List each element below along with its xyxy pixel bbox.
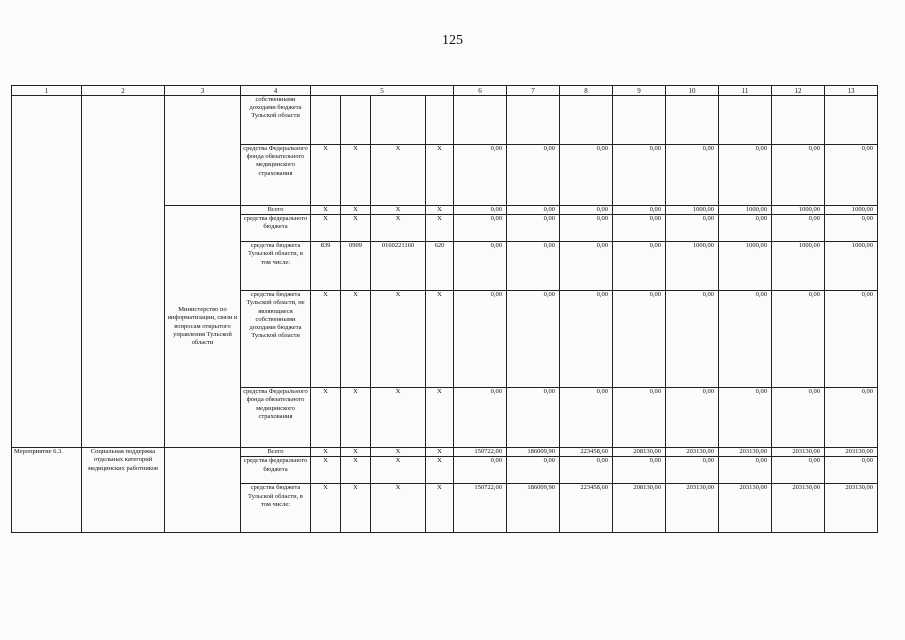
amount-cell: 208130,00 bbox=[613, 484, 666, 533]
amount-cell: 0,00 bbox=[507, 457, 560, 484]
amount-cell: 186009,90 bbox=[507, 484, 560, 533]
column-header: 12 bbox=[772, 86, 825, 96]
x-mark: X bbox=[341, 291, 371, 388]
source-label: Всего bbox=[241, 206, 311, 215]
amount-cell: 0,00 bbox=[772, 388, 825, 448]
amount-cell: 0,00 bbox=[560, 291, 613, 388]
amount-cell: 1000,00 bbox=[772, 242, 825, 291]
x-mark: X bbox=[341, 145, 371, 206]
empty-cell bbox=[772, 96, 825, 145]
amount-cell: 186009,90 bbox=[507, 448, 560, 457]
column-header: 2 bbox=[82, 86, 165, 96]
x-mark: X bbox=[311, 215, 341, 242]
amount-cell: 0,00 bbox=[454, 291, 507, 388]
empty-cell bbox=[12, 96, 82, 448]
source-label: собственными доходами бюджета Тульской области bbox=[241, 96, 311, 145]
x-mark: X bbox=[426, 206, 454, 215]
funding-table bbox=[11, 85, 878, 533]
amount-cell: 0,00 bbox=[507, 215, 560, 242]
amount-cell: 0,00 bbox=[825, 457, 878, 484]
code-cell: 620 bbox=[426, 242, 454, 291]
column-header: 9 bbox=[613, 86, 666, 96]
x-mark: X bbox=[371, 206, 426, 215]
amount-cell: 0,00 bbox=[560, 388, 613, 448]
amount-cell: 1000,00 bbox=[666, 242, 719, 291]
column-header: 5 bbox=[311, 86, 454, 96]
amount-cell: 0,00 bbox=[560, 457, 613, 484]
amount-cell: 150722,00 bbox=[454, 484, 507, 533]
amount-cell: 0,00 bbox=[454, 388, 507, 448]
empty-cell bbox=[613, 96, 666, 145]
amount-cell: 203130,00 bbox=[719, 484, 772, 533]
source-label: Всего bbox=[241, 448, 311, 457]
amount-cell: 208130,00 bbox=[613, 448, 666, 457]
amount-cell: 0,00 bbox=[772, 457, 825, 484]
x-mark: X bbox=[311, 388, 341, 448]
amount-cell: 0,00 bbox=[613, 145, 666, 206]
source-label: средства Федерального фонда обязательного медицинского страхования bbox=[241, 145, 311, 206]
empty-cell bbox=[454, 96, 507, 145]
empty-cell bbox=[165, 448, 241, 533]
amount-cell: 0,00 bbox=[507, 291, 560, 388]
x-mark: X bbox=[426, 484, 454, 533]
amount-cell: 0,00 bbox=[825, 291, 878, 388]
x-mark: X bbox=[341, 448, 371, 457]
x-mark: X bbox=[426, 457, 454, 484]
x-mark: X bbox=[341, 457, 371, 484]
executor-label: Министерство по информатизации, связи и вопросам открытого управления Тульской области bbox=[165, 206, 241, 448]
amount-cell: 0,00 bbox=[666, 145, 719, 206]
amount-cell: 0,00 bbox=[719, 388, 772, 448]
amount-cell: 1000,00 bbox=[666, 206, 719, 215]
amount-cell: 0,00 bbox=[454, 242, 507, 291]
amount-cell: 203130,00 bbox=[666, 484, 719, 533]
x-mark: X bbox=[311, 291, 341, 388]
amount-cell: 203130,00 bbox=[719, 448, 772, 457]
x-mark: X bbox=[426, 388, 454, 448]
amount-cell: 0,00 bbox=[613, 215, 666, 242]
column-header: 3 bbox=[165, 86, 241, 96]
table-row bbox=[12, 448, 878, 457]
code-cell: 0160221160 bbox=[371, 242, 426, 291]
source-label: средства Федерального фонда обязательного медицинского страхования bbox=[241, 388, 311, 448]
empty-cell bbox=[371, 96, 426, 145]
amount-cell: 0,00 bbox=[454, 215, 507, 242]
x-mark: X bbox=[341, 215, 371, 242]
empty-cell bbox=[507, 96, 560, 145]
amount-cell: 0,00 bbox=[613, 242, 666, 291]
amount-cell: 0,00 bbox=[507, 145, 560, 206]
amount-cell: 150722,00 bbox=[454, 448, 507, 457]
header-row bbox=[12, 86, 878, 96]
x-mark: X bbox=[426, 291, 454, 388]
amount-cell: 0,00 bbox=[825, 145, 878, 206]
amount-cell: 0,00 bbox=[560, 206, 613, 215]
table-row bbox=[12, 96, 878, 145]
amount-cell: 0,00 bbox=[613, 206, 666, 215]
amount-cell: 0,00 bbox=[772, 215, 825, 242]
amount-cell: 0,00 bbox=[507, 206, 560, 215]
x-mark: X bbox=[371, 457, 426, 484]
amount-cell: 0,00 bbox=[454, 206, 507, 215]
event-code: Мероприятие 6.3. bbox=[12, 448, 82, 533]
amount-cell: 1000,00 bbox=[719, 206, 772, 215]
page-number: 125 bbox=[442, 33, 463, 48]
amount-cell: 0,00 bbox=[719, 457, 772, 484]
empty-cell bbox=[719, 96, 772, 145]
column-header: 10 bbox=[666, 86, 719, 96]
amount-cell: 223458,60 bbox=[560, 448, 613, 457]
code-cell: 0909 bbox=[341, 242, 371, 291]
amount-cell: 203130,00 bbox=[825, 484, 878, 533]
column-header: 8 bbox=[560, 86, 613, 96]
amount-cell: 0,00 bbox=[560, 145, 613, 206]
column-header: 13 bbox=[825, 86, 878, 96]
amount-cell: 0,00 bbox=[613, 457, 666, 484]
amount-cell: 203130,00 bbox=[772, 484, 825, 533]
amount-cell: 1000,00 bbox=[825, 206, 878, 215]
empty-cell bbox=[560, 96, 613, 145]
amount-cell: 0,00 bbox=[666, 215, 719, 242]
amount-cell: 0,00 bbox=[772, 145, 825, 206]
amount-cell: 0,00 bbox=[560, 242, 613, 291]
source-label: средства бюджета Тульской области, в том числе: bbox=[241, 242, 311, 291]
empty-cell bbox=[165, 96, 241, 206]
code-cell: 839 bbox=[311, 242, 341, 291]
amount-cell: 0,00 bbox=[825, 388, 878, 448]
amount-cell: 203130,00 bbox=[825, 448, 878, 457]
amount-cell: 1000,00 bbox=[825, 242, 878, 291]
amount-cell: 0,00 bbox=[560, 215, 613, 242]
x-mark: X bbox=[426, 145, 454, 206]
column-header: 7 bbox=[507, 86, 560, 96]
amount-cell: 203130,00 bbox=[666, 448, 719, 457]
source-label: средства федерального бюджета bbox=[241, 457, 311, 484]
empty-cell bbox=[426, 96, 454, 145]
x-mark: X bbox=[341, 206, 371, 215]
x-mark: X bbox=[311, 484, 341, 533]
amount-cell: 0,00 bbox=[719, 291, 772, 388]
source-label: средства федерального бюджета bbox=[241, 215, 311, 242]
empty-cell bbox=[825, 96, 878, 145]
x-mark: X bbox=[341, 484, 371, 533]
amount-cell: 0,00 bbox=[454, 145, 507, 206]
amount-cell: 223458,60 bbox=[560, 484, 613, 533]
amount-cell: 0,00 bbox=[454, 457, 507, 484]
amount-cell: 0,00 bbox=[507, 242, 560, 291]
empty-cell bbox=[341, 96, 371, 145]
x-mark: X bbox=[371, 145, 426, 206]
amount-cell: 0,00 bbox=[666, 388, 719, 448]
x-mark: X bbox=[371, 448, 426, 457]
amount-cell: 0,00 bbox=[507, 388, 560, 448]
amount-cell: 0,00 bbox=[613, 388, 666, 448]
amount-cell: 203130,00 bbox=[772, 448, 825, 457]
x-mark: X bbox=[371, 291, 426, 388]
x-mark: X bbox=[311, 206, 341, 215]
x-mark: X bbox=[371, 484, 426, 533]
amount-cell: 0,00 bbox=[666, 291, 719, 388]
source-label: средства бюджета Тульской области, не являющиеся собственными доходами бюджета Тульской области bbox=[241, 291, 311, 388]
amount-cell: 0,00 bbox=[719, 145, 772, 206]
x-mark: X bbox=[311, 457, 341, 484]
x-mark: X bbox=[426, 448, 454, 457]
x-mark: X bbox=[371, 388, 426, 448]
amount-cell: 1000,00 bbox=[719, 242, 772, 291]
source-label: средства бюджета Тульской области, в том числе: bbox=[241, 484, 311, 533]
column-header: 4 bbox=[241, 86, 311, 96]
empty-cell bbox=[666, 96, 719, 145]
event-name: Социальная поддержка отдельных категорий медицинских работников bbox=[82, 448, 165, 533]
amount-cell: 1000,00 bbox=[772, 206, 825, 215]
amount-cell: 0,00 bbox=[719, 215, 772, 242]
x-mark: X bbox=[371, 215, 426, 242]
x-mark: X bbox=[426, 215, 454, 242]
amount-cell: 0,00 bbox=[825, 215, 878, 242]
column-header: 1 bbox=[12, 86, 82, 96]
empty-cell bbox=[82, 96, 165, 448]
column-header: 11 bbox=[719, 86, 772, 96]
x-mark: X bbox=[311, 145, 341, 206]
amount-cell: 0,00 bbox=[613, 291, 666, 388]
x-mark: X bbox=[311, 448, 341, 457]
x-mark: X bbox=[341, 388, 371, 448]
column-header: 6 bbox=[454, 86, 507, 96]
amount-cell: 0,00 bbox=[772, 291, 825, 388]
amount-cell: 0,00 bbox=[666, 457, 719, 484]
empty-cell bbox=[311, 96, 341, 145]
